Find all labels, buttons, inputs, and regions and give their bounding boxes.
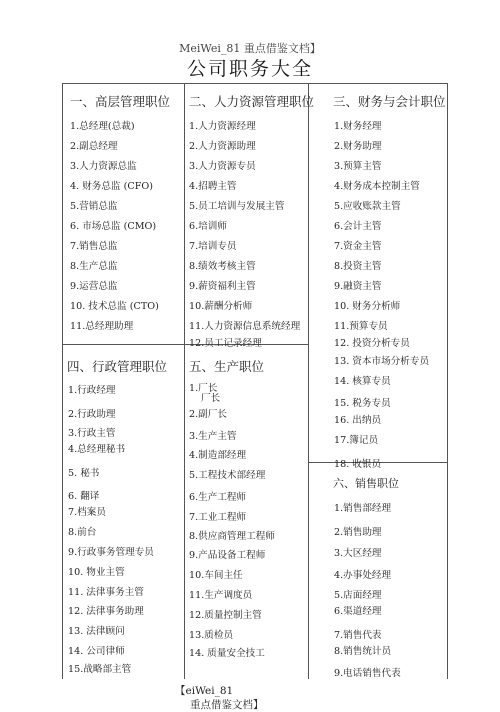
- position-item: 5.员工培训与发展主管: [189, 201, 285, 212]
- position-item: 8.投资主管: [334, 261, 382, 272]
- position-item: 8.供应商管理工程师: [189, 531, 275, 542]
- position-item: 9.产品设备工程师: [189, 550, 266, 561]
- position-item: 9.融资主管: [334, 281, 382, 292]
- position-item: 3.预算主管: [334, 161, 382, 172]
- row-divider-left: [62, 344, 309, 345]
- position-item: 11.总经理助理: [70, 321, 134, 332]
- position-item: 11. 法律事务主管: [68, 587, 144, 598]
- position-item: 8.销售统计员: [334, 646, 392, 657]
- position-item: 10. 物业主管: [68, 567, 125, 578]
- position-item: 1.厂长: [189, 383, 218, 394]
- position-item: 2.行政助理: [68, 409, 116, 420]
- position-item: 5.店面经理: [334, 590, 382, 601]
- position-item: 12.质量控制主管: [189, 610, 262, 621]
- position-item: 13. 资本市场分析专员: [334, 356, 430, 367]
- position-item: 14. 质量安全技工: [189, 648, 265, 659]
- position-item: 5. 秘书: [68, 468, 100, 479]
- position-item: 8.生产总监: [70, 261, 118, 272]
- position-item: 6. 市场总监 (CMO): [70, 221, 157, 232]
- position-item: 13. 法律顾问: [68, 626, 125, 637]
- position-item: 12. 法律事务助理: [68, 606, 144, 617]
- document-header: MeiWei_81 重点借鉴文档】: [179, 42, 321, 55]
- section-heading-administration: 四、行政管理职位: [67, 359, 168, 374]
- position-item: 10. 财务分析师: [334, 301, 401, 312]
- position-item: 2.财务助理: [334, 141, 382, 152]
- position-item: 14. 公司律师: [68, 646, 125, 657]
- table-border-top: [62, 83, 448, 84]
- position-item: 15.战略部主管: [68, 664, 132, 675]
- position-item: 4.总经理秘书: [68, 444, 126, 455]
- position-item: 17.簿记员: [334, 435, 379, 446]
- position-item: 7.培训专员: [189, 241, 237, 252]
- position-item: 1.销售部经理: [334, 503, 392, 514]
- position-item: 11.生产调度员: [189, 590, 253, 601]
- position-item: 6.渠道经理: [334, 606, 382, 617]
- position-item: 7.资金主管: [334, 241, 382, 252]
- position-item: 10.车间主任: [189, 570, 243, 581]
- table-border-left: [62, 83, 63, 679]
- position-item: 1.行政经理: [68, 385, 116, 396]
- position-item: 3.生产主管: [189, 431, 237, 442]
- position-item: 7.工业工程师: [189, 512, 247, 523]
- column-divider-2: [308, 83, 309, 679]
- position-item: 9.薪资福利主管: [189, 281, 256, 292]
- position-item: 9.运营总监: [70, 281, 118, 292]
- position-item: 2.副厂长: [189, 409, 227, 420]
- position-item: 9.电话销售代表: [334, 668, 401, 679]
- position-item: 8.前台: [68, 527, 97, 538]
- position-item: 5.工程技术部经理: [189, 470, 266, 481]
- section-heading-executive: 一、高层管理职位: [70, 94, 171, 109]
- position-item: 10.薪酬分析师: [189, 301, 253, 312]
- position-item: 1.总经理(总裁): [70, 121, 135, 132]
- position-item: 3.人力资源专员: [189, 161, 256, 172]
- position-item: 4.招聘主管: [189, 181, 237, 192]
- position-item: 4.制造部经理: [189, 450, 247, 461]
- position-item: 10. 技术总监 (CTO): [70, 301, 159, 312]
- position-item: 11.人力资源信息系统经理: [189, 321, 301, 332]
- position-item: 18. 收银员: [334, 459, 382, 470]
- position-item: 6. 翻译: [68, 491, 100, 502]
- column-divider-1: [184, 83, 185, 679]
- section-heading-finance: 三、财务与会计职位: [333, 94, 446, 109]
- table-border-right: [447, 83, 448, 679]
- position-item: 1.人力资源经理: [189, 121, 256, 132]
- position-item: 11.预算专员: [334, 321, 388, 332]
- position-item: 14. 核算专员: [334, 376, 391, 387]
- position-item: 12. 投资分析专员: [334, 338, 410, 349]
- position-item: 3.行政主管: [68, 428, 116, 439]
- position-item: 2.副总经理: [70, 141, 118, 152]
- position-item: 9.行政事务管理专员: [68, 547, 154, 558]
- position-item: 7.档案员: [68, 507, 106, 518]
- position-item: 4. 财务总监 (CFO): [70, 181, 153, 192]
- position-item: 5.营销总监: [70, 201, 118, 212]
- section-heading-hr: 二、人力资源管理职位: [189, 94, 315, 109]
- position-item: 7.销售代表: [334, 630, 382, 641]
- page-title: 公司职务大全: [186, 58, 313, 80]
- position-item: 4.办事处经理: [334, 570, 392, 581]
- position-item: 6.生产工程师: [189, 492, 247, 503]
- position-item: 3.人力资源总监: [70, 161, 137, 172]
- position-item: 6.会计主管: [334, 221, 382, 232]
- position-item: 1.财务经理: [334, 121, 382, 132]
- position-item: 2.人力资源助理: [189, 141, 256, 152]
- position-item: 2.销售助理: [334, 527, 382, 538]
- position-item: 厂长: [201, 393, 221, 404]
- position-item: 7.销售总监: [70, 241, 118, 252]
- position-item: 13.质检员: [189, 630, 234, 641]
- footer-text-line1: 【eiWei_81: [175, 685, 234, 697]
- position-item: 12.员工记录经理: [189, 338, 262, 349]
- position-item: 4.财务成本控制主管: [334, 181, 420, 192]
- section-heading-sales: 六、销售职位: [333, 477, 399, 490]
- position-item: 8.绩效考核主管: [189, 261, 256, 272]
- section-heading-production: 五、生产职位: [189, 359, 265, 374]
- position-item: 15. 税务专员: [334, 398, 391, 409]
- position-item: 16. 出纳员: [334, 415, 382, 426]
- footer-text-line2: 重点借鉴文档】: [190, 699, 264, 711]
- position-item: 5.应收账款主管: [334, 201, 401, 212]
- position-item: 3.大区经理: [334, 548, 382, 559]
- position-item: 6.培训师: [189, 221, 227, 232]
